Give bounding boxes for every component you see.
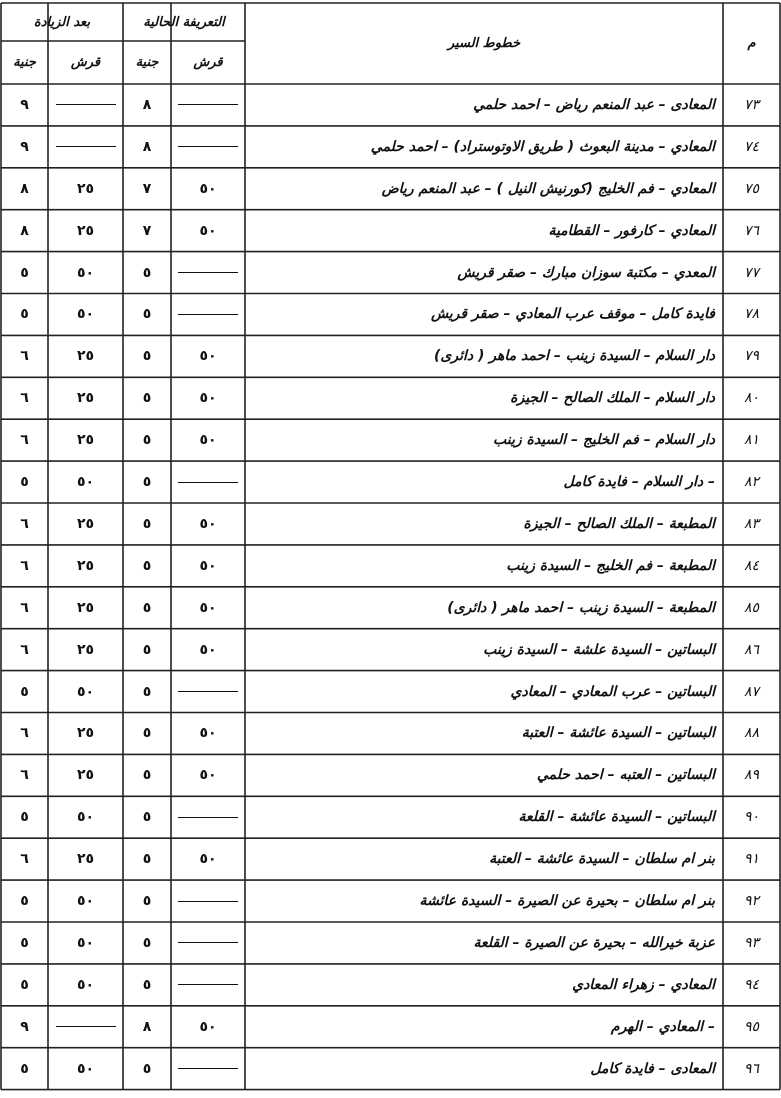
route-name: المعادى – عبد المنعم رياض – احمد حلمي bbox=[473, 96, 715, 113]
row-index: ٩٠ bbox=[743, 809, 760, 826]
new-pound: ٥ bbox=[20, 809, 29, 826]
new-pound: ٥ bbox=[20, 893, 29, 910]
new-pound: ٦ bbox=[20, 557, 29, 574]
current-piaster bbox=[171, 1048, 245, 1090]
row-index: ٩٣ bbox=[743, 934, 760, 951]
route-name: البساتين – السيدة علشة – السيدة زينب bbox=[483, 641, 715, 658]
route-name: البساتين – السيدة عائشة – العتبة bbox=[521, 725, 715, 742]
new-piaster: ٢٥ bbox=[76, 348, 95, 365]
current-pound: ٥ bbox=[142, 515, 152, 532]
new-piaster: ٥٠ bbox=[76, 683, 95, 700]
new-pound: ٦ bbox=[20, 725, 29, 742]
dash-mark bbox=[178, 482, 238, 483]
dash-mark bbox=[56, 146, 116, 147]
new-pound-header: جنية bbox=[13, 55, 36, 70]
route-name: البساتين – العتبه – احمد حلمي bbox=[536, 767, 715, 784]
current-pound: ٥ bbox=[142, 725, 152, 742]
current-piaster bbox=[171, 294, 245, 336]
dash-mark bbox=[178, 272, 238, 273]
row-index: ٨٩ bbox=[743, 767, 760, 784]
current-pound: ٥ bbox=[142, 390, 152, 407]
current-pound: ٥ bbox=[142, 976, 152, 993]
routes-header: خطوط السير bbox=[447, 36, 521, 51]
route-name: المطبعة – السيدة زينب – احمد ماهر ( دائرى) bbox=[447, 599, 715, 616]
route-name: البساتين – السيدة عائشة – القلعة bbox=[518, 809, 715, 826]
new-pound: ٥ bbox=[20, 683, 29, 700]
new-pound: ٦ bbox=[20, 432, 29, 449]
row-index: ٨٠ bbox=[743, 390, 760, 407]
dash-mark bbox=[56, 104, 116, 105]
new-piaster bbox=[48, 84, 123, 126]
new-pound: ٦ bbox=[20, 390, 29, 407]
new-pound: ٦ bbox=[20, 641, 29, 658]
current-piaster bbox=[171, 84, 245, 126]
new-piaster-header: قرش bbox=[70, 55, 101, 70]
row-index: ٨٤ bbox=[743, 557, 760, 574]
dash-mark bbox=[178, 314, 238, 315]
row-index: ٩٤ bbox=[743, 976, 760, 993]
row-index: ٨١ bbox=[743, 432, 760, 449]
row-index: ٨٦ bbox=[743, 641, 760, 658]
current-tariff-header: التعريفة الحالية bbox=[143, 14, 225, 30]
current-piaster: ٥٠ bbox=[199, 641, 217, 658]
current-pound: ٥ bbox=[142, 306, 152, 323]
current-piaster: ٥٠ bbox=[199, 432, 217, 449]
new-pound: ٨ bbox=[20, 222, 29, 239]
new-piaster: ٥٠ bbox=[76, 893, 95, 910]
new-piaster: ٥٠ bbox=[76, 264, 95, 281]
current-pound: ٥ bbox=[142, 809, 152, 826]
route-name: المعادي – الهرم – bbox=[610, 1018, 715, 1035]
current-piaster-header: قرش bbox=[193, 55, 223, 70]
current-pound: ٥ bbox=[142, 934, 152, 951]
route-name: دار السلام – فم الخليج – السيدة زينب bbox=[493, 432, 715, 449]
route-name: البساتين – عرب المعادي – المعادي bbox=[510, 683, 715, 700]
current-piaster bbox=[171, 922, 245, 964]
route-name: المطبعة – الملك الصالح – الجيزة bbox=[523, 515, 715, 532]
dash-mark bbox=[178, 984, 238, 985]
current-pound: ٨ bbox=[142, 138, 152, 155]
row-index: ٩٢ bbox=[743, 893, 760, 910]
row-index: ٧٤ bbox=[743, 138, 760, 155]
current-pound: ٧ bbox=[142, 222, 152, 239]
row-index: ٨٧ bbox=[743, 683, 760, 700]
current-pound: ٨ bbox=[142, 1018, 152, 1035]
new-pound: ٦ bbox=[20, 767, 29, 784]
current-piaster bbox=[171, 964, 245, 1006]
new-piaster: ٢٥ bbox=[76, 767, 95, 784]
route-name: المعادى – فايدة كامل bbox=[590, 1060, 715, 1077]
new-pound: ٥ bbox=[20, 976, 29, 993]
index-header: م bbox=[747, 36, 756, 51]
route-name: المطبعة – فم الخليج – السيدة زينب bbox=[506, 557, 715, 574]
route-name: المعادي – مدينة البعوث ( طريق الاوتوستراد) – احمد حلمي bbox=[370, 138, 715, 155]
new-piaster: ٢٥ bbox=[76, 222, 95, 239]
new-pound: ٥ bbox=[20, 264, 29, 281]
current-pound: ٨ bbox=[142, 96, 152, 113]
current-piaster bbox=[171, 252, 245, 294]
current-piaster: ٥٠ bbox=[199, 222, 217, 239]
new-piaster: ٥٠ bbox=[76, 306, 95, 323]
dash-mark bbox=[178, 146, 238, 147]
current-pound: ٥ bbox=[142, 767, 152, 784]
route-name: المعدي – مكتبة سوزان مبارك – صقر قريش bbox=[457, 264, 715, 281]
new-piaster: ٢٥ bbox=[76, 599, 95, 616]
route-name: بنر ام سلطان – بحيرة عن الصيرة – السيدة عائشة bbox=[419, 893, 715, 910]
row-index: ٧٨ bbox=[743, 306, 760, 323]
current-piaster: ٥٠ bbox=[199, 1018, 217, 1035]
route-name: دار السلام – فايدة كامل – bbox=[563, 474, 715, 491]
new-piaster: ٢٥ bbox=[76, 390, 95, 407]
current-pound: ٥ bbox=[142, 474, 152, 491]
new-piaster: ٢٥ bbox=[76, 432, 95, 449]
new-piaster: ٥٠ bbox=[76, 934, 95, 951]
row-index: ٩٥ bbox=[743, 1018, 760, 1035]
new-piaster: ٢٥ bbox=[76, 725, 95, 742]
new-pound: ٦ bbox=[20, 515, 29, 532]
new-piaster: ٢٥ bbox=[76, 557, 95, 574]
new-piaster: ٢٥ bbox=[76, 515, 95, 532]
new-piaster: ٥٠ bbox=[76, 976, 95, 993]
current-pound: ٥ bbox=[142, 599, 152, 616]
route-name: بنر ام سلطان – السيدة عائشة – العتبة bbox=[489, 851, 715, 868]
route-name: دار السلام – الملك الصالح – الجيزة bbox=[510, 390, 715, 407]
new-pound: ٦ bbox=[20, 851, 29, 868]
current-pound: ٥ bbox=[142, 432, 152, 449]
row-index: ٧٧ bbox=[743, 264, 760, 281]
current-piaster: ٥٠ bbox=[199, 348, 217, 365]
row-index: ٧٦ bbox=[743, 222, 760, 239]
dash-mark bbox=[56, 1026, 116, 1027]
row-index: ٨٨ bbox=[743, 725, 760, 742]
row-index: ٩١ bbox=[743, 851, 760, 868]
new-pound: ٨ bbox=[20, 180, 29, 197]
current-piaster: ٥٠ bbox=[199, 851, 217, 868]
current-piaster: ٥٠ bbox=[199, 767, 217, 784]
new-piaster: ٥٠ bbox=[76, 474, 95, 491]
new-pound: ٥ bbox=[20, 474, 29, 491]
new-pound: ٩ bbox=[20, 1018, 29, 1035]
current-pound-header: جنية bbox=[135, 55, 159, 70]
current-piaster bbox=[171, 671, 245, 713]
dash-mark bbox=[178, 1068, 238, 1069]
row-index: ٨٥ bbox=[743, 599, 760, 616]
new-pound: ٦ bbox=[20, 599, 29, 616]
current-piaster: ٥٠ bbox=[199, 557, 217, 574]
route-name: دار السلام – السيدة زينب – احمد ماهر ( دائرى) bbox=[434, 348, 715, 365]
current-pound: ٥ bbox=[142, 851, 152, 868]
new-piaster: ٥٠ bbox=[76, 1060, 95, 1077]
route-name: المعادي – فم الخليج (كورنيش النيل ) – عبد المنعم رياض bbox=[381, 180, 715, 197]
row-index: ٨٢ bbox=[743, 474, 760, 491]
row-index: ٧٥ bbox=[743, 180, 760, 197]
dash-mark bbox=[178, 901, 238, 902]
new-pound: ٥ bbox=[20, 1060, 29, 1077]
current-piaster: ٥٠ bbox=[199, 725, 217, 742]
new-piaster bbox=[48, 1006, 123, 1048]
current-piaster bbox=[171, 461, 245, 503]
current-piaster: ٥٠ bbox=[199, 390, 217, 407]
current-pound: ٥ bbox=[142, 641, 152, 658]
after-increase-header: بعد الزيادة bbox=[33, 14, 91, 30]
current-piaster: ٥٠ bbox=[199, 599, 217, 616]
row-index: ٨٣ bbox=[743, 515, 760, 532]
new-pound: ٥ bbox=[20, 306, 29, 323]
current-pound: ٥ bbox=[142, 1060, 152, 1077]
route-name: المعادي – زهراء المعادي bbox=[572, 976, 715, 993]
current-pound: ٥ bbox=[142, 348, 152, 365]
row-index: ٧٩ bbox=[743, 348, 760, 365]
route-name: عزبة خيرالله – بحيرة عن الصيرة – القلعة bbox=[473, 934, 715, 951]
row-index: ٩٦ bbox=[743, 1060, 760, 1077]
new-piaster: ٢٥ bbox=[76, 851, 95, 868]
current-piaster: ٥٠ bbox=[199, 180, 217, 197]
current-pound: ٥ bbox=[142, 683, 152, 700]
current-pound: ٥ bbox=[142, 264, 152, 281]
current-pound: ٧ bbox=[142, 180, 152, 197]
current-piaster bbox=[171, 880, 245, 922]
dash-mark bbox=[178, 691, 238, 692]
dash-mark bbox=[178, 104, 238, 105]
current-piaster: ٥٠ bbox=[199, 515, 217, 532]
dash-mark bbox=[178, 942, 238, 943]
current-piaster bbox=[171, 796, 245, 838]
new-piaster: ٥٠ bbox=[76, 809, 95, 826]
new-pound: ٩ bbox=[20, 96, 29, 113]
dash-mark bbox=[178, 817, 238, 818]
route-name: فايدة كامل – موقف عرب المعادي – صقر قريش bbox=[430, 306, 715, 323]
new-piaster: ٢٥ bbox=[76, 641, 95, 658]
route-name: المعادي – كارفور – القطامية bbox=[548, 222, 715, 239]
new-piaster bbox=[48, 126, 123, 168]
current-pound: ٥ bbox=[142, 893, 152, 910]
new-piaster: ٢٥ bbox=[76, 180, 95, 197]
new-pound: ٥ bbox=[20, 934, 29, 951]
new-pound: ٦ bbox=[20, 348, 29, 365]
row-index: ٧٣ bbox=[743, 96, 760, 113]
current-pound: ٥ bbox=[142, 557, 152, 574]
new-pound: ٩ bbox=[20, 138, 29, 155]
current-piaster bbox=[171, 126, 245, 168]
